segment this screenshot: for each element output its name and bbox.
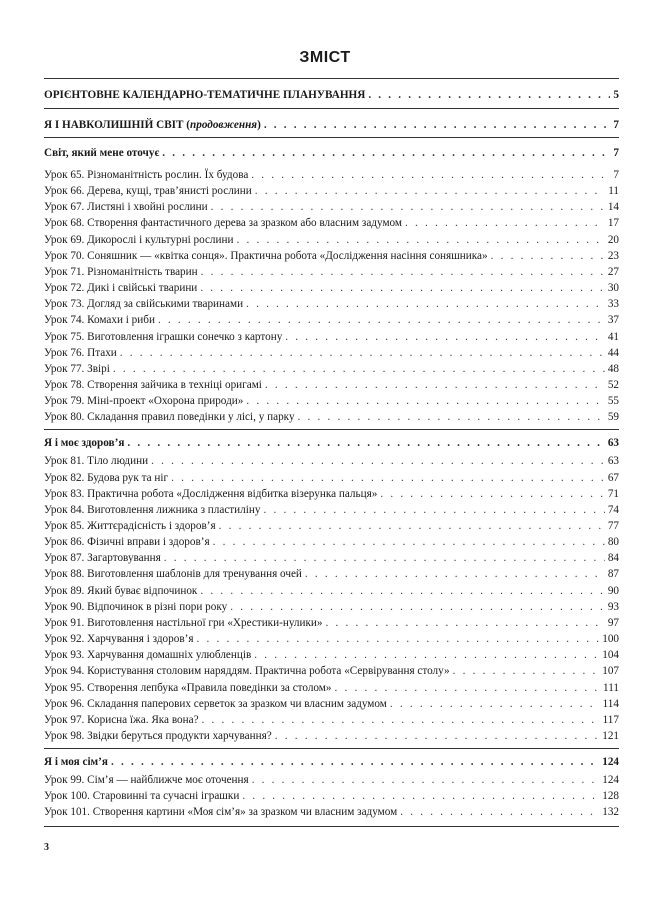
entry-page-number: 5 xyxy=(613,89,619,101)
entry-page-number: 55 xyxy=(607,395,619,408)
dot-leader xyxy=(246,393,604,409)
dot-leader xyxy=(390,696,600,712)
entry-title: Урок 92. Харчування і здоров’я xyxy=(44,633,194,646)
dot-leader xyxy=(264,117,611,133)
dot-leader xyxy=(113,361,605,377)
dot-leader xyxy=(275,728,599,744)
entry-title: Урок 74. Комахи і риби xyxy=(44,314,155,327)
entry-page-number: 90 xyxy=(607,584,619,597)
toc-entry xyxy=(44,264,619,280)
entry-page-number: 121 xyxy=(602,729,619,742)
dot-leader xyxy=(211,199,605,215)
dot-leader xyxy=(111,754,599,770)
entry-title: Урок 88. Виготовлення шаблонів для тренування очей xyxy=(44,568,302,581)
dot-leader xyxy=(453,663,600,679)
dot-leader xyxy=(400,804,599,820)
dot-leader xyxy=(326,615,605,631)
dot-leader xyxy=(171,470,605,486)
entry-page-number: 128 xyxy=(602,790,619,803)
toc-entry xyxy=(44,183,619,199)
entry-title: Урок 100. Старовинні та сучасні іграшки xyxy=(44,790,240,803)
toc-entry xyxy=(44,788,619,804)
entry-page-number: 33 xyxy=(607,298,619,311)
toc-entry xyxy=(44,409,619,425)
toc-section-heading xyxy=(44,754,619,770)
dot-leader xyxy=(230,599,605,615)
dot-leader xyxy=(219,518,605,534)
toc-entry xyxy=(44,728,619,744)
dot-leader xyxy=(254,647,599,663)
entry-page-number: 124 xyxy=(602,756,619,769)
toc-entry xyxy=(44,647,619,663)
toc-entry xyxy=(44,502,619,518)
entry-title: Урок 97. Корисна їжа. Яка вона? xyxy=(44,713,199,726)
entry-page-number: 11 xyxy=(608,185,619,198)
toc-entry xyxy=(44,486,619,502)
toc-entry xyxy=(44,696,619,712)
entry-page-number: 132 xyxy=(602,806,619,819)
dot-leader xyxy=(200,583,604,599)
dot-leader xyxy=(265,377,605,393)
toc-entry xyxy=(44,199,619,215)
toc-entry xyxy=(44,566,619,582)
toc-entry xyxy=(44,393,619,409)
toc-entry xyxy=(44,631,619,647)
dot-leader xyxy=(242,788,599,804)
entry-title: Урок 99. Сім’я — найближче моє оточення xyxy=(44,774,249,787)
toc-entry xyxy=(44,345,619,361)
entry-page-number: 17 xyxy=(607,217,619,230)
toc-entry xyxy=(44,712,619,728)
entry-page-number: 77 xyxy=(607,520,619,532)
dot-leader xyxy=(405,215,605,231)
dot-leader xyxy=(162,145,610,161)
dot-leader xyxy=(158,312,605,328)
entry-page-number: 80 xyxy=(607,536,619,549)
dot-leader xyxy=(151,453,605,469)
entry-title: Урок 65. Різноманітність рослин. Їх будова xyxy=(44,169,249,181)
toc-entry xyxy=(44,296,619,312)
entry-title: Урок 76. Птахи xyxy=(44,346,117,359)
entry-title: Урок 81. Тіло людини xyxy=(44,455,149,468)
toc-entry xyxy=(44,280,619,296)
entry-page-number: 87 xyxy=(607,568,619,581)
dot-leader xyxy=(491,248,605,264)
dot-leader xyxy=(380,486,604,502)
toc-entry xyxy=(44,215,619,231)
toc-section-heading xyxy=(44,435,619,451)
entry-page-number: 67 xyxy=(607,471,619,484)
entry-title: Урок 66. Дерева, кущі, трав’янисті рослини xyxy=(44,185,252,198)
entry-title: Урок 72. Дикі і свійські тварини xyxy=(44,282,198,295)
dot-leader xyxy=(213,534,605,550)
entry-title: Урок 80. Складання правил поведінки у лісі, у парку xyxy=(44,411,295,424)
entry-title: Я і моє здоров’я xyxy=(44,437,125,450)
entry-title: Урок 94. Користування столовим наряддям. Практична робота «Сервірування столу» xyxy=(44,665,450,678)
entry-page-number: 63 xyxy=(607,437,619,450)
entry-title: Урок 83. Практична робота «Дослідження відбитка візерунка пальця» xyxy=(44,487,378,500)
entry-page-number: 7 xyxy=(613,169,619,181)
entry-page-number: 7 xyxy=(613,147,619,159)
divider-rule xyxy=(44,137,619,138)
toc-entry xyxy=(44,361,619,377)
entry-title: Урок 77. Звірі xyxy=(44,362,110,375)
entry-title: Урок 87. Загартовування xyxy=(44,552,161,565)
dot-leader xyxy=(164,550,605,566)
divider-rule xyxy=(44,429,619,430)
entry-title: Світ, який мене оточує xyxy=(44,147,160,159)
toc-entry xyxy=(44,804,619,820)
dot-leader xyxy=(298,409,605,425)
entry-page-number: 48 xyxy=(607,362,619,375)
toc-entry xyxy=(44,167,619,183)
entry-title: Урок 90. Відпочинок в різні пори року xyxy=(44,600,228,613)
dot-leader xyxy=(334,680,600,696)
dot-leader xyxy=(196,631,599,647)
dot-leader xyxy=(251,167,610,183)
entry-page-number: 41 xyxy=(607,330,619,343)
toc-entry xyxy=(44,312,619,328)
dot-leader xyxy=(252,772,600,788)
entry-page-number: 124 xyxy=(602,774,619,787)
toc-entry xyxy=(44,583,619,599)
toc-entry xyxy=(44,453,619,469)
entry-page-number: 27 xyxy=(607,265,619,278)
entry-page-number: 52 xyxy=(607,378,619,391)
entry-page-number: 114 xyxy=(602,697,619,710)
entry-title: Урок 67. Листяні і хвойні рослини xyxy=(44,201,208,214)
page-number: 3 xyxy=(44,842,49,853)
toc-entry xyxy=(44,518,619,534)
page-title: ЗМІСТ xyxy=(299,49,351,66)
entry-page-number: 117 xyxy=(602,713,619,726)
dot-leader xyxy=(127,435,604,451)
toc-entry xyxy=(44,377,619,393)
toc-entry xyxy=(44,680,619,696)
entry-title: Урок 73. Догляд за свійськими тваринами xyxy=(44,298,244,311)
divider-rule xyxy=(44,748,619,749)
toc-section-heading xyxy=(44,117,619,133)
entry-page-number: 44 xyxy=(607,346,619,359)
toc-entry xyxy=(44,232,619,248)
entry-page-number: 84 xyxy=(607,552,619,565)
entry-title: Урок 85. Життєрадісність і здоров’я xyxy=(44,520,216,532)
entry-page-number: 20 xyxy=(607,233,619,246)
entry-title: Я І НАВКОЛИШНІЙ СВІТ xyxy=(44,119,184,131)
entry-title-suffix: (продовження) xyxy=(183,119,261,131)
toc-entry xyxy=(44,615,619,631)
entry-page-number: 71 xyxy=(607,487,619,500)
divider-rule xyxy=(44,826,619,827)
dot-leader xyxy=(201,264,605,280)
toc-entry xyxy=(44,534,619,550)
entry-title: Урок 95. Створення лепбука «Правила поведінки за столом» xyxy=(44,681,332,694)
entry-title: Урок 78. Створення зайчика в техніці оригамі xyxy=(44,378,262,391)
entry-page-number: 30 xyxy=(607,282,619,295)
entry-page-number: 7 xyxy=(613,119,619,131)
entry-title: Урок 70. Соняшник — «квітка сонця». Практична робота «Дослідження насіння соняшника» xyxy=(44,249,488,262)
entry-page-number: 63 xyxy=(607,455,619,468)
entry-page-number: 74 xyxy=(607,503,619,516)
entry-title: Урок 96. Складання паперових серветок за зразком чи власним задумом xyxy=(44,697,387,710)
divider-rule xyxy=(44,78,619,79)
dot-leader xyxy=(263,502,604,518)
entry-title: Урок 69. Дикорослі і культурні рослини xyxy=(44,233,234,246)
entry-page-number: 104 xyxy=(602,649,619,662)
entry-title: Урок 86. Фізичні вправи і здоров’я xyxy=(44,536,210,549)
entry-page-number: 37 xyxy=(607,314,619,327)
entry-page-number: 100 xyxy=(602,633,619,646)
toc-entry xyxy=(44,329,619,345)
dot-leader xyxy=(255,183,605,199)
dot-leader xyxy=(200,280,605,296)
toc-entry xyxy=(44,772,619,788)
entry-title: Урок 101. Створення картини «Моя сім’я» за зразком чи власним задумом xyxy=(44,806,398,819)
dot-leader xyxy=(236,232,604,248)
dot-leader xyxy=(120,345,605,361)
entry-title: Урок 71. Різноманітність тварин xyxy=(44,265,198,278)
toc-section-heading xyxy=(44,87,619,103)
toc-entry xyxy=(44,663,619,679)
entry-title: Урок 82. Будова рук та ніг xyxy=(44,471,169,484)
entry-page-number: 23 xyxy=(607,249,619,262)
entry-title: Урок 91. Виготовлення настільної гри «Хрестики-нулики» xyxy=(44,616,323,629)
entry-title: Урок 75. Виготовлення іграшки сонечко з картону xyxy=(44,330,283,343)
entry-page-number: 111 xyxy=(603,681,619,694)
entry-title: Урок 68. Створення фантастичного дерева за зразком або власним задумом xyxy=(44,217,402,230)
entry-title: ОРІЄНТОВНЕ КАЛЕНДАРНО-ТЕМАТИЧНЕ ПЛАНУВАННЯ xyxy=(44,89,366,101)
toc-entry xyxy=(44,470,619,486)
entry-page-number: 93 xyxy=(607,600,619,613)
entry-page-number: 59 xyxy=(607,411,619,424)
entry-title: Урок 93. Харчування домашніх улюбленців xyxy=(44,649,252,662)
entry-title: Я і моя сім’я xyxy=(44,756,108,769)
dot-leader xyxy=(246,296,605,312)
entry-title: Урок 79. Міні-проект «Охорона природи» xyxy=(44,395,244,408)
entry-page-number: 97 xyxy=(607,616,619,629)
toc-section-heading xyxy=(44,145,619,161)
dot-leader xyxy=(305,566,605,582)
entry-page-number: 107 xyxy=(602,665,619,678)
entry-title: Урок 84. Виготовлення лижника з пластиліну xyxy=(44,503,261,516)
toc-entry xyxy=(44,550,619,566)
toc-entry xyxy=(44,248,619,264)
dot-leader xyxy=(285,329,605,345)
entry-title: Урок 89. Який буває відпочинок xyxy=(44,584,198,597)
dot-leader xyxy=(368,87,610,103)
entry-title: Урок 98. Звідки беруться продукти харчування? xyxy=(44,729,272,742)
entry-page-number: 14 xyxy=(607,201,619,214)
dot-leader xyxy=(202,712,600,728)
toc-entry xyxy=(44,599,619,615)
divider-rule xyxy=(44,108,619,109)
